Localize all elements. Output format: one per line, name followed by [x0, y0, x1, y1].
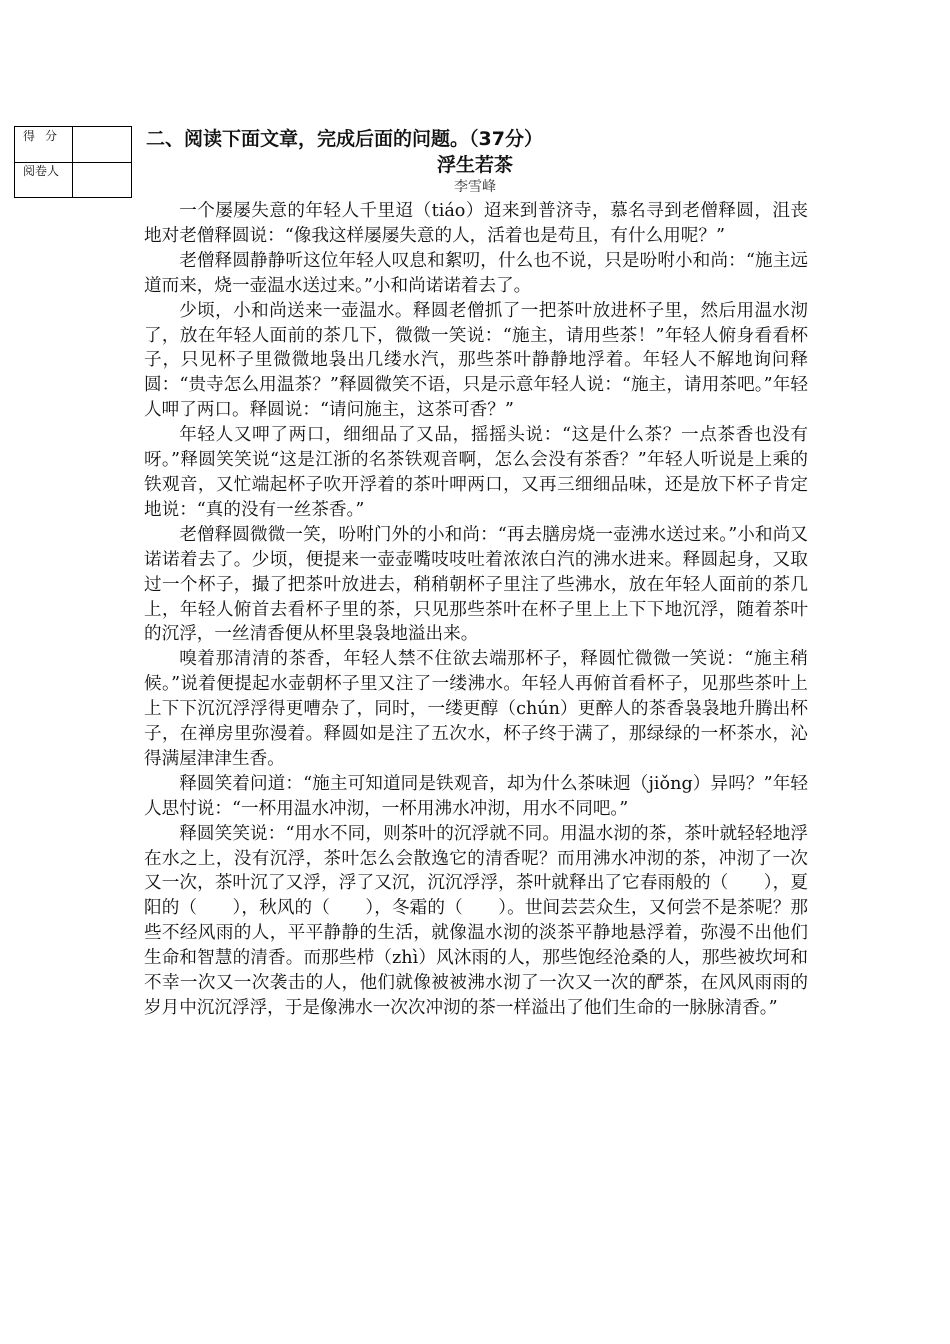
paragraph-8: 释圆笑笑说：“用水不同，则茶叶的沉浮就不同。用温水沏的茶，茶叶就轻轻地浮在水之上，没有沉浮，茶叶怎么会散逸它的清香呢？而用沸水冲沏的茶，冲沏了一次又一次，茶叶沉了又浮，浮了又沉，沉沉浮浮，茶叶就释出了它春雨般的（ ），夏阳的（ ），秋风的（ ），冬霜的（ ）。世间芸芸众生，又何尝不是茶呢？那些不经风雨的人，平平静静的生活，就像温水沏的淡茶平静地悬浮着，弥漫不出他们生命和智慧的清香。而那些栉（zhì）风沐雨的人，那些饱经沧桑的人，那些被坎坷和不幸一次又一次袭击的人，他们就像被被沸水沏了一次又一次的酽茶，在风风雨雨的岁月中沉沉浮浮，于是像沸水一次次冲沏的茶一样溢出了他们生命的一脉脉清香。” [144, 823, 808, 1018]
article-author: 李雪峰 [454, 179, 496, 195]
paragraph-3: 少顷，小和尚送来一壶温水。释圆老僧抓了一把茶叶放进杯子里，然后用温水沏了，放在年轻人面前的茶几下，微微一笑说：“施主，请用些茶！”年轻人俯身看看杯子，只见杯子里微微地袅出几缕水汽，那些茶叶静静地浮着。年轻人不解地询问释圆：“贵寺怎么用温茶？”释圆微笑不语，只是示意年轻人说：“施主，请用茶吧。”年轻人呷了两口。释圆说：“请问施主，这茶可香？” [144, 300, 808, 421]
article-body [144, 199, 808, 1021]
paragraph-1: 一个屡屡失意的年轻人千里迢（tiáo）迢来到普济寺，慕名寻到老僧释圆，沮丧地对老僧释圆说：“像我这样屡屡失意的人，活着也是苟且，有什么用呢？” [144, 201, 808, 246]
score-label: 得分 [15, 127, 73, 162]
paragraph-5: 老僧释圆微微一笑，吩咐门外的小和尚：“再去膳房烧一壶沸水送过来。”小和尚又诺诺着去了。少顷，便提来一壶壶嘴吱吱吐着浓浓白汽的沸水进来。释圆起身，又取过一个杯子，撮了把茶叶放进去，稍稍朝杯子里注了些沸水，放在年轻人面前的茶几上，年轻人俯首去看杯子里的茶，只见那些茶叶在杯子里上上下下地沉浮，随着茶叶的沉浮，一丝清香便从杯里袅袅地溢出来。 [144, 524, 808, 645]
paragraph-4: 年轻人又呷了两口，细细品了又品，摇摇头说：“这是什么茶？一点茶香也没有呀。”释圆笑笑说“这是江浙的名茶铁观音啊，怎么会没有茶香？”年轻人听说是上乘的铁观音，又忙端起杯子吹开浮着的茶叶呷两口，又再三细细品味，还是放下杯子肯定地说：“真的没有一丝茶香。” [144, 425, 808, 520]
section-heading: 二、阅读下面文章，完成后面的问题。（37分） [146, 128, 543, 150]
paragraph-6: 嗅着那清清的茶香，年轻人禁不住欲去端那杯子，释圆忙微微一笑说：“施主稍候。”说着便提起水壶朝杯子里又注了一缕沸水。年轻人再俯首看杯子，见那些茶叶上上下下沉沉浮浮得更嘈杂了，同时，一缕更醇（chún）更醉人的茶香袅袅地升腾出杯子，在禅房里弥漫着。释圆如是注了五次水，杯子终于满了，那绿绿的一杯茶水，沁得满屋津津生香。 [144, 649, 808, 769]
grader-label: 阅卷人 [15, 162, 73, 197]
article-title: 浮生若茶 [436, 154, 513, 176]
paragraph-7: 释圆笑着问道：“施主可知道同是铁观音，却为什么茶味迥（jiǒng）异吗？”年轻人思忖说：“一杯用温水冲沏，一杯用沸水冲沏，用水不同吧。” [144, 773, 808, 819]
paragraph-2: 老僧释圆静静听这位年轻人叹息和絮叨，什么也不说，只是吩咐小和尚：“施主远道而来，烧一壶温水送过来。”小和尚诺诺着去了。 [144, 250, 808, 296]
